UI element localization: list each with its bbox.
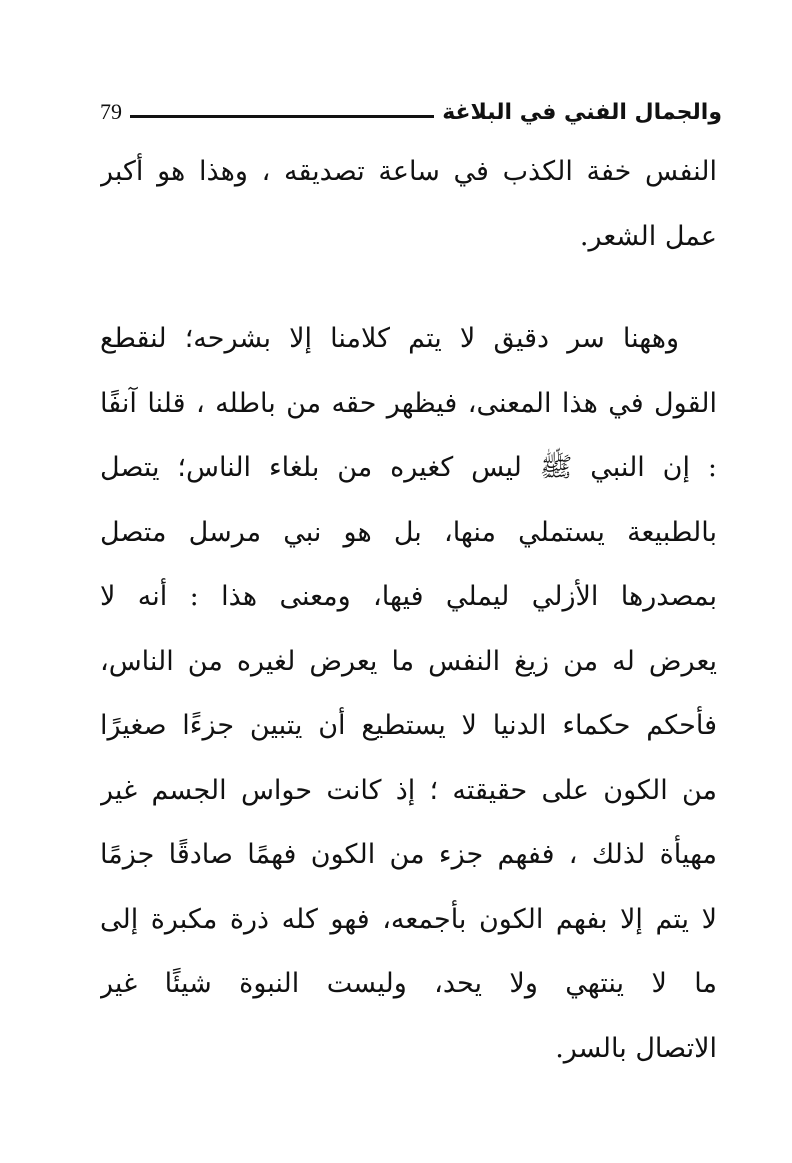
text-line: بالطبيعة يستملي منها، بل هو نبي مرسل متصل	[100, 516, 717, 548]
text-line: عمل الشعر.	[579, 220, 717, 252]
text-line: لا يتم إلا بفهم الكون بأجمعه، فهو كله ذرة مكبرة إلى	[100, 903, 717, 935]
text-line: يعرض له من زيغ النفس ما يعرض لغيره من الناس،	[100, 645, 717, 677]
text-line: ما لا ينتهي ولا يحد، وليست النبوة شيئًا غير	[100, 968, 717, 999]
text-line: من الكون على حقيقته ؛ إذ كانت حواس الجسم غير	[100, 774, 717, 806]
paragraph-2	[100, 307, 717, 1081]
text-line: : إن النبي ﷺ ليس كغيره من بلغاء الناس؛ يتصل	[100, 452, 717, 483]
text-line: الاتصال بالسر.	[555, 1032, 717, 1064]
text-line: بمصدرها الأزلي ليملي فيها، ومعنى هذا : أنه لا	[100, 581, 717, 612]
text-line: القول في هذا المعنى، فيظهر حقه من باطله ، قلنا آنفًا	[100, 387, 717, 419]
text-line: مهيأة لذلك ، ففهم جزء من الكون فهمًا صادقًا جزمًا	[100, 839, 717, 870]
text-line: النفس خفة الكذب في ساعة تصديقه ، وهذا هو أكبر	[100, 156, 717, 187]
running-header	[100, 92, 722, 132]
body-text	[100, 140, 717, 1081]
paragraph-gap	[100, 269, 717, 307]
text-line: فأحكم حكماء الدنيا لا يستطيع أن يتبين جزءًا صغيرًا	[100, 710, 717, 741]
chapter-title: والجمال الفني في البلاغة	[442, 99, 722, 125]
paragraph-1	[100, 140, 717, 269]
text-line: وههنا سر دقيق لا يتم كلامنا إلا بشرحه؛ لنقطع	[100, 323, 679, 354]
header-rule	[130, 115, 434, 118]
page-number: 79	[100, 99, 122, 124]
